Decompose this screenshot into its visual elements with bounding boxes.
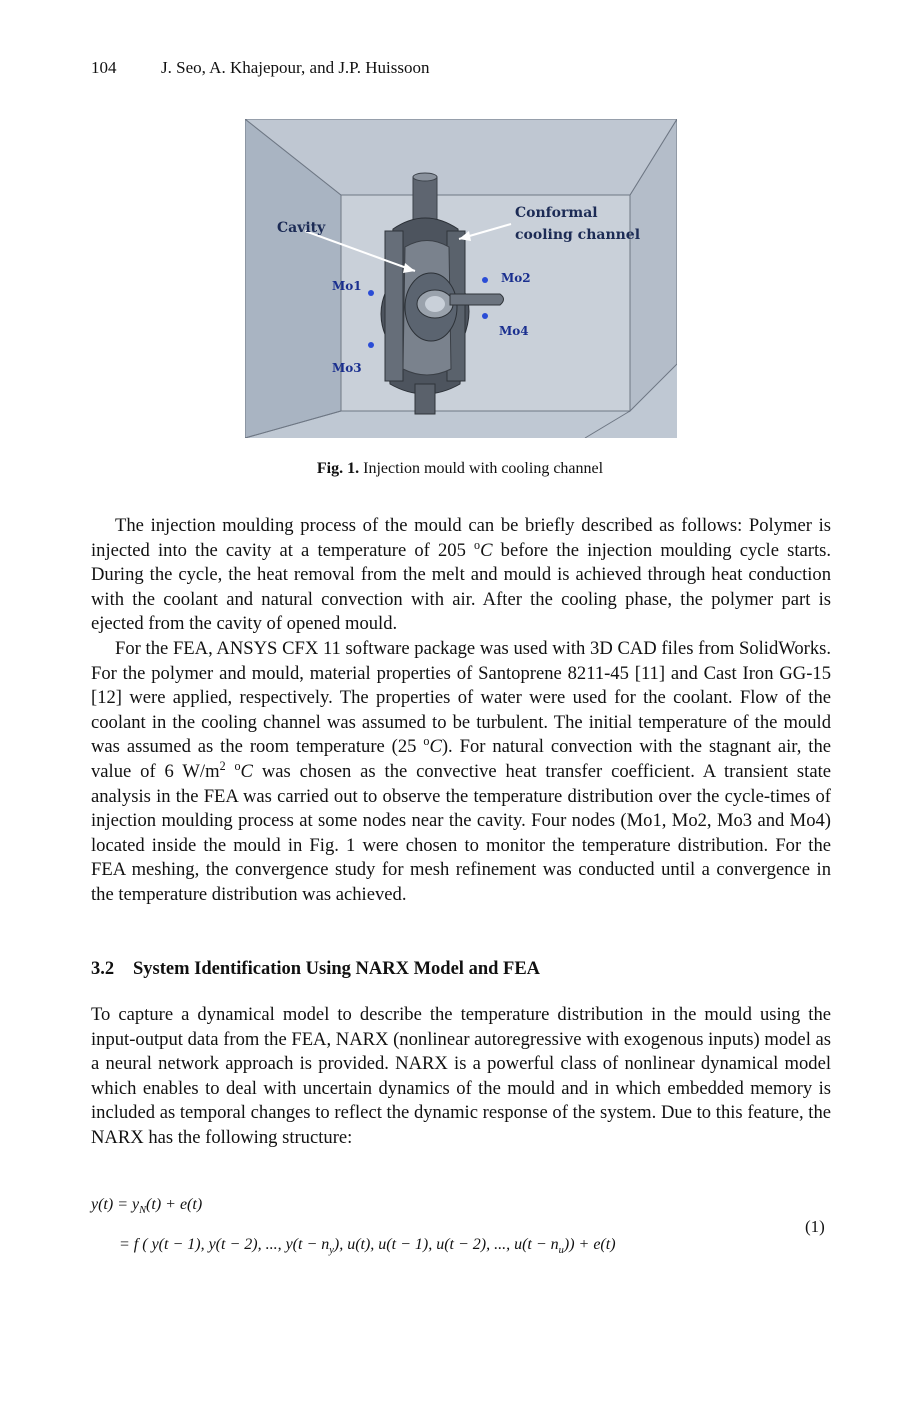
section-number: 3.2: [91, 959, 115, 979]
label-mo3: Mo3: [332, 361, 362, 375]
paragraph-process: The injection moulding process of the mould can be briefly described as follows: Polymer is injected into the cavity at a temperature of 205 $^o$C before the injection moulding cycle starts. During the cycle, the heat removal from the melt and mould is achieved through heat conduction with the coolant and natural convection with air. After the cooling phase, the polymer part is ejected from the cavity of opened mould.: [91, 515, 832, 635]
author-line: J. Seo, A. Khajepour, and J.P. Huissoon: [161, 58, 430, 77]
label-conformal: Conformal: [515, 205, 598, 221]
mould-figure: [245, 119, 677, 438]
equation-number: (1): [805, 1217, 825, 1236]
label-mo2: Mo2: [501, 271, 531, 285]
body-paragraphs-2: [91, 1003, 831, 1151]
section-title: System Identification Using NARX Model and FEA: [133, 959, 541, 979]
body-paragraphs-1: [91, 514, 831, 908]
equation-line-2: = f ( y(t − 1), y(t − 2), ..., $y(t - n_y)$, u(t), u(t − 1), u(t − 2), ..., $u(t - n_u)) + e(t)$: [119, 1236, 616, 1257]
paragraph-narx: To capture a dynamical model to describe the temperature distribution in the mould using the input-output data from the FEA, NARX (nonlinear autoregressive with exogenous inputs) model as a neural network approach is provided. NARX is a powerful class of nonlinear dynamical model which enables to deal with uncertain dynamics of the mould and in which embedded memory is included as temporal changes to reflect the dynamic response of the system. Due to this feature, the NARX has the following structure:: [91, 1004, 831, 1148]
equation-line-1: $y(t) = y_N(t) + e(t)$: [91, 1196, 203, 1217]
label-cavity: Cavity: [277, 220, 326, 236]
node-mo1: [368, 290, 374, 296]
node-mo4: [482, 313, 488, 319]
caption-text: Injection mould with cooling channel: [359, 460, 604, 477]
label-mo1: Mo1: [332, 279, 362, 293]
page-number: 104: [91, 58, 117, 77]
section-heading: [91, 959, 540, 980]
caption-label: Fig. 1.: [316, 460, 360, 477]
figure-caption: [0, 460, 920, 478]
running-header: [91, 58, 430, 78]
label-cooling-channel: cooling channel: [515, 227, 641, 243]
node-mo2: [482, 277, 488, 283]
label-mo4: Mo4: [499, 324, 529, 338]
node-mo3: [368, 342, 374, 348]
paragraph-fea: For the FEA, ANSYS CFX 11 software package was used with 3D CAD files from SolidWorks. For the polymer and mould, material properties of Santoprene 8211-45 [11] and Cast Iron GG-15 [12] were applied, respectively. The properties of water were used for the coolant. Flow of the coolant in the cooling channel was assumed to be turbulent. The initial temperature of the mould was assumed as the room temperature (25 $^o$C). For natural convection with the stagnant air, the value of 6 $W/m^2$ $^o$C was chosen as the convective heat transfer coefficient. A transient state analysis in the FEA was carried out to observe the temperature distribution over the cycle-times of injection moulding process at some nodes near the cavity. Four nodes (Mo1, Mo2, Mo3 and Mo4) located inside the mould in Fig. 1 were chosen to monitor the temperature distribution. For the FEA meshing, the convergence study for mesh refinement was conducted until a convergence in the temperature distribution was achieved.: [91, 637, 832, 905]
